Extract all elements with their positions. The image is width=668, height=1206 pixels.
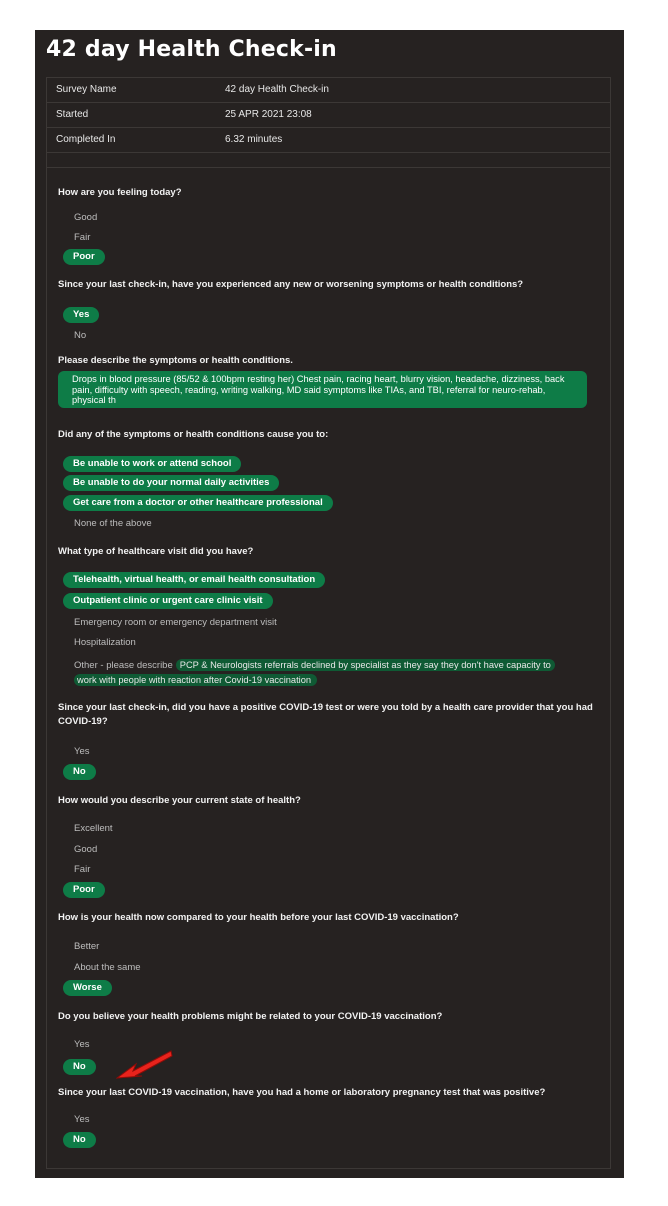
- question-pregnancy-test: Since your last COVID-19 vaccination, have you had a home or laboratory pregnancy test that was positive?: [58, 1087, 546, 1098]
- option-about-the-same: About the same: [74, 962, 141, 973]
- selected-answer-get-care: Get care from a doctor or other healthcare professional: [63, 495, 333, 511]
- info-row-started: [47, 103, 610, 128]
- option-yes: Yes: [74, 746, 90, 757]
- info-value: 6.32 minutes: [225, 134, 283, 145]
- question-conditions-cause: Did any of the symptoms or health conditions cause you to:: [58, 429, 329, 440]
- option-excellent: Excellent: [74, 823, 113, 834]
- selected-answer-outpatient: Outpatient clinic or urgent care clinic visit: [63, 593, 273, 609]
- selected-answer-poor: Poor: [63, 249, 105, 265]
- option-better: Better: [74, 941, 100, 952]
- selected-answer-unable-work: Be unable to work or attend school: [63, 456, 241, 472]
- info-value: 25 APR 2021 23:08: [225, 109, 312, 120]
- option-fair: Fair: [74, 864, 91, 875]
- selected-answer-no: No: [63, 764, 96, 780]
- option-yes: Yes: [74, 1114, 90, 1125]
- option-none: None of the above: [74, 518, 152, 529]
- question-new-symptoms: Since your last check-in, have you experienced any new or worsening symptoms or health conditions?: [58, 279, 524, 290]
- info-key: Survey Name: [56, 84, 117, 95]
- info-row-completed-in: [47, 128, 610, 153]
- question-current-health: How would you describe your current state of health?: [58, 795, 301, 806]
- question-visit-type: What type of healthcare visit did you have?: [58, 546, 254, 557]
- selected-answer-no: No: [63, 1059, 96, 1075]
- option-good: Good: [74, 212, 98, 223]
- selected-answer-telehealth: Telehealth, virtual health, or email health consultation: [63, 572, 325, 588]
- other-answer-line-2: work with people with reaction after Covid-19 vaccination: [74, 674, 317, 686]
- info-key: Completed In: [56, 134, 116, 145]
- option-no: No: [74, 330, 87, 341]
- option-emergency-room: Emergency room or emergency department visit: [74, 617, 277, 628]
- page-title: 42 day Health Check-in: [46, 37, 337, 62]
- selected-answer-poor: Poor: [63, 882, 105, 898]
- selected-answer-unable-daily: Be unable to do your normal daily activities: [63, 475, 279, 491]
- question-health-compared: How is your health now compared to your health before your last COVID-19 vaccination?: [58, 912, 459, 923]
- option-hospitalization: Hospitalization: [74, 637, 136, 648]
- option-fair: Fair: [74, 232, 91, 243]
- red-arrow-shape: [117, 1051, 172, 1078]
- info-row-survey-name: [47, 78, 610, 103]
- red-arrow-icon: [116, 1049, 176, 1081]
- survey-answers-panel: [46, 167, 611, 1169]
- selected-answer-yes: Yes: [63, 307, 99, 323]
- other-label: Other - please describe: [74, 660, 173, 671]
- question-describe-symptoms: Please describe the symptoms or health conditions.: [58, 355, 293, 366]
- question-feeling-today: How are you feeling today?: [58, 187, 182, 198]
- question-related-to-vaccination: Do you believe your health problems might be related to your COVID-19 vaccination?: [58, 1011, 443, 1022]
- other-answer-line-1: PCP & Neurologists referrals declined by specialist as they say they don't have capacity to: [176, 659, 555, 671]
- selected-answer-worse: Worse: [63, 980, 112, 996]
- survey-report-panel: [35, 30, 624, 1178]
- option-yes: Yes: [74, 1039, 90, 1050]
- option-good: Good: [74, 844, 98, 855]
- question-positive-covid-test: Since your last check-in, did you have a positive COVID-19 test or were you told by a health care provider that you had COVID-19?: [58, 702, 593, 727]
- info-key: Started: [56, 109, 89, 120]
- symptoms-answer-text: Drops in blood pressure (85/52 & 100bpm resting her) Chest pain, racing heart, blurry vision, headache, dizziness, back pain, difficulty with speech, reading, writing walking, MD said symptoms like TIAs, and TBI, referral for neuro-rehab, physical th: [58, 371, 587, 408]
- info-value: 42 day Health Check-in: [225, 84, 329, 95]
- option-other: [74, 659, 555, 671]
- selected-answer-no: No: [63, 1132, 96, 1148]
